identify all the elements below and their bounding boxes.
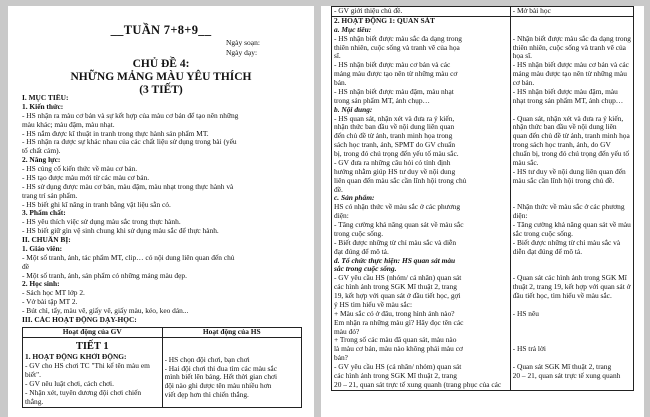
text-line: trang trí sản phẩm. [22,191,78,200]
teacher-activity-line: ý HS tìm hiểu về màu sắc: [334,300,412,309]
teacher-activity-line: - GV yêu cầu HS (cá nhân/ nhóm) quan sát [334,363,462,371]
teacher-activity-line: sách học tranh, ảnh, SPMT do GV chuẩn [334,141,456,150]
text-line: - HS sử dụng được màu cơ bản, màu đậm, màu nhạt trong thực hành và [22,182,234,191]
teacher-activity-line: bị, trong đó chú trọng đến yếu tố màu sắc. [334,150,459,158]
teacher-activity-line: + Màu sắc có ở đâu, trong hình ảnh nào? [334,309,455,318]
teacher-activity-line: màu đó? [334,327,360,336]
student-activity-line: - Quan sát SGK Mĩ thuật 2, trang [512,363,612,371]
student-activity-line: - Mở bài học [512,7,551,15]
table-row [332,16,634,390]
student-activity-line [513,26,631,35]
student-activity-line: - Quan sát, nhận xét và đưa ra ý kiến, [512,114,624,123]
text-line: 1. Kiến thức: [22,102,64,111]
student-activity-line: 20 – 21, quan sát trực tế xung quanh [512,371,621,380]
teacher-activity-line: nhận thức ban đầu về nội dung liên quan [334,123,455,132]
student-activity-line: thiên nhiên, cuộc sống và tranh vẽ của [512,43,626,52]
teacher-activity-line: thắng. [25,397,44,406]
text-line: - HS biết ghi kĩ năng in tranh bằng vật liệu sẵn có. [22,200,171,209]
text-line: - HS củng cố kiến thức về màu cơ bản. [22,165,138,173]
document-page-right [321,6,644,417]
student-activity-line: - HS trả lời [512,345,546,354]
student-activity-line: chuẩn bị, trong đó chú trọng đến yếu tố [512,150,630,158]
teacher-activity-line: 1. HOẠT ĐỘNG KHỞI ĐỘNG: [25,353,127,362]
student-activity-line: - HS tư duy về nội dung liên quan đến [512,167,626,176]
topic-periods: (3 TIẾT) [139,84,183,97]
teacher-activity-line: bản? [334,354,348,363]
student-activity-line [513,194,631,203]
teacher-activity-line: các hình ảnh trong SGK Mĩ thuật 2, trang [334,283,457,292]
table-row [332,7,634,17]
teacher-activity-line: trong cuộc sống. [334,229,384,238]
student-activity-line: sắc trong cuộc sống. [512,229,574,238]
text-line: 2. Năng lực: [22,156,61,165]
text-line: - HS yêu thích việc sử dụng màu sắc trong thực hành. [22,218,181,227]
student-activity-line: - HS chọn đội chơi, bạn chơi [164,355,250,364]
teacher-activity-line: thiên nhiên, cuộc sống và tranh vẽ của họa [334,43,460,52]
text-line: III. CÁC HOẠT ĐỘNG DẠY-HỌC: [22,315,137,324]
teacher-activity-line: - GV yêu cầu HS (nhóm/ cá nhân) quan sát [334,274,462,283]
teacher-activity-line: sắc trong cuộc sống. [334,265,397,274]
column-header-teacher: Hoạt động của GV [23,328,163,338]
student-activity-line: mảng màu được tạo nên từ những màu [512,70,627,79]
student-activity-cell [510,16,633,390]
teacher-activity-line: sĩ. [334,52,341,61]
teacher-activity-line: d. Tổ chức thực hiện: HS quan sát màu [334,256,456,265]
date-taught-label: Ngày dạy: [226,48,258,57]
teacher-activity-line: - HS nhận biết được màu sắc đa dạng trong [334,34,462,43]
student-activity-line: mình biết lên bảng. Hết thời gian chơi [164,373,277,382]
teacher-activity-cell [332,16,511,390]
text-line: 3. Phẩm chất: [22,209,66,218]
text-line: - Sách học MT lớp 2. [22,289,85,298]
student-activity-cell [162,337,302,407]
teacher-activity-line: mảng màu được tạo nên từ những màu cơ [334,70,458,79]
teacher-activity-line: đề. [334,185,343,194]
teacher-activity-line: là màu cơ bản, màu nào không phải màu cơ [334,345,463,354]
student-activity-line: - Nhận thức về màu sắc ở các phương [512,203,625,212]
student-activity-line: họa sĩ. [512,52,532,61]
student-activity-line: nhận thức ban đầu về nội dung liên [512,123,617,132]
activities-table [22,327,302,408]
student-activity-line [165,338,300,347]
topic-title [8,58,314,98]
teacher-activity-line: - Nhận xét, tuyên dương đội chơi chiến [25,388,142,397]
student-activity-line: diễn đạt đúng để mô tả. [512,247,583,256]
teacher-activity-line: liên quan đến màu sắc cần lĩnh hội trong chủ [334,176,467,185]
student-activity-line: - Nhận biết được màu sắc đa dạng trong [512,34,631,43]
column-header-student: Hoạt động của HS [162,328,302,338]
text-line: - Vở bài tập MT 2. [22,298,78,307]
student-activity-line [513,319,631,328]
student-activity-line: - Biết được những từ chỉ màu sắc và [512,238,621,247]
text-line: 1. Giáo viên: [22,244,63,253]
teacher-activity-cell [332,7,511,17]
activities-table-continued [331,6,634,391]
student-activity-line [513,17,631,26]
student-activity-line: đội nào ghi được tên màu nhiều hơn [164,382,272,391]
text-line: - HS nhận ra được sự khác nhau của các chất liệu sử dụng trong bài (yếu [22,138,237,147]
text-line: - HS tạo được màu mới từ các màu cơ bản. [22,173,150,182]
student-activity-line: - HS nhận biết được màu đậm, màu [512,87,618,96]
teacher-activity-line: - GV giới thiệu chủ đề. [334,7,403,15]
teacher-activity-line: - Tăng cường khả năng quan sát về màu sắc [334,221,464,229]
student-activity-line: viết đẹp hơn thì chiến thắng. [164,391,249,400]
teacher-activity-line: biết". [25,371,41,380]
text-line: - HS biết giữ gìn vệ sinh chung khi sử dụng màu sắc để thực hành. [22,227,219,236]
student-activity-line: - HS nhận biết được màu cơ bản và các [512,61,629,70]
teacher-activity-line: HS có nhận thức về màu sắc ở các phương [334,203,461,212]
student-activity-line: thuật 2, trang 19, kết hợp với quan sát ở [512,283,631,292]
student-activity-line [513,328,631,337]
student-activity-line: - Hai đội chơi thi đua tìm các màu sắc [164,364,277,373]
teacher-activity-line: b. Nội dung: [334,105,373,114]
teacher-activity-line: - HS quan sát, nhận xét và đưa ra ý kiến, [334,114,455,123]
student-activity-line: đầu tiết học, tìm hiểu về màu sắc. [512,292,612,300]
text-line: đề [22,262,29,271]
student-activity-line: - Tăng cường khả năng quan sát về màu [512,221,631,229]
student-activity-line: - Quan sát các hình ảnh trong SGK Mĩ [512,274,627,283]
teacher-activity-line: 19, kết hợp với quan sát ở đầu tiết học, gợi [334,292,461,300]
document-page-left [8,6,314,417]
teacher-activity-line: - HS nhận biết được màu đậm, màu nhạt [334,87,454,96]
student-activity-line [513,106,631,115]
student-activity-line: màu sắc cần lĩnh hội trong chủ đề. [512,176,615,185]
period-heading: TIẾT 1 [75,340,109,352]
teacher-activity-line: - Biết được những từ chỉ màu sắc và diễn [334,238,457,247]
lesson-objectives-section [22,94,302,325]
topic-name: NHỮNG MẢNG MÀU YÊU THÍCH [70,71,252,84]
text-line: - Một số tranh, ảnh, sản phẩm có những mảng màu đẹp. [22,271,187,280]
teacher-activity-line: - GV nêu luật chơi, cách chơi. [25,380,114,389]
teacher-activity-line: c. Sản phẩm: [334,194,375,203]
teacher-activity-cell [23,337,163,407]
teacher-activity-line: - GV đưa ra những câu hỏi có tính định [334,158,451,167]
teacher-activity-line: các hình ảnh trong SGK Mĩ thuật 2, trang [334,371,457,380]
teacher-activity-line: 2. HOẠT ĐỘNG 1: QUAN SÁT [334,16,435,25]
student-activity-line: diện: [512,212,528,221]
teacher-activity-line: hướng nhằm giúp HS tư duy về nội dung [334,167,456,176]
text-line: - Một số tranh, ảnh, tác phẩm MT, clip… có nội dung liên quan đến chủ [22,253,235,262]
text-line: - HS nhận ra màu cơ bản và sự kết hợp của màu cơ bản để tạo nên những [22,111,239,120]
text-line: - HS nắm được kĩ thuật in tranh trong thực hành sản phẩm MT. [22,129,209,138]
student-activity-line [513,257,631,266]
text-line: - Bút chì, tẩy, màu vẽ, giấy vẽ, giấy màu, kéo, keo dán... [22,307,189,315]
text-line: II. CHUẨN BỊ: [22,236,71,244]
student-activity-line: nhạt trong sản phẩm MT, ảnh chụp… [512,96,624,105]
student-activity-line: quan đến chủ đề từ ảnh, tranh minh họa [512,132,630,141]
teacher-activity-line: trong sản phẩm MT, ảnh chụp… [334,96,430,105]
text-line: màu khác; màu đậm, màu nhạt. [22,120,115,129]
teacher-activity-line: a. Mục tiêu: [334,25,372,34]
teacher-activity-line: bản. [334,79,347,87]
date-prepared-label: Ngày soạn: [226,38,260,47]
week-heading: __TUẦN 7+8+9__ [110,23,212,37]
text-line: 2. Học sinh: [22,280,60,289]
teacher-activity-line: + Trong số các màu đã quan sát, màu nào [334,336,457,345]
student-activity-cell [510,7,633,17]
student-activity-line [513,354,631,363]
student-activity-line [513,301,631,310]
teacher-activity-line: - GV cho HS chơi TC "Thi kể tên màu em [25,362,150,371]
topic-number: CHỦ ĐỀ 4: [132,58,190,70]
teacher-activity-line: diện: [334,212,349,221]
text-line: tố chất cảm). [22,147,61,156]
student-activity-line [513,265,631,274]
teacher-activity-line: đến chủ đề từ ảnh, tranh minh họa trong [334,132,453,141]
student-activity-line: trong sách học tranh, ảnh, do GV [512,141,611,150]
student-activity-line [513,186,631,195]
student-activity-line: - HS nêu [512,309,539,318]
teacher-activity-line: - HS nhận biết được màu cơ bản và các [334,61,451,70]
teacher-activity-line: 20 – 21, quan sát trực tế xung quanh (trang phục của các [334,380,502,389]
teacher-activity-line: đạt đúng để mô tả. [334,247,389,256]
student-activity-line [165,347,300,356]
student-activity-line: màu sắc. [512,158,539,167]
text-line: I. MỤC TIÊU: [22,94,69,102]
teacher-activity-line: Em nhận ra những màu gì? Hãy đọc tên các [334,318,464,327]
student-activity-line: cơ bản. [512,79,535,87]
student-activity-line [513,336,631,345]
